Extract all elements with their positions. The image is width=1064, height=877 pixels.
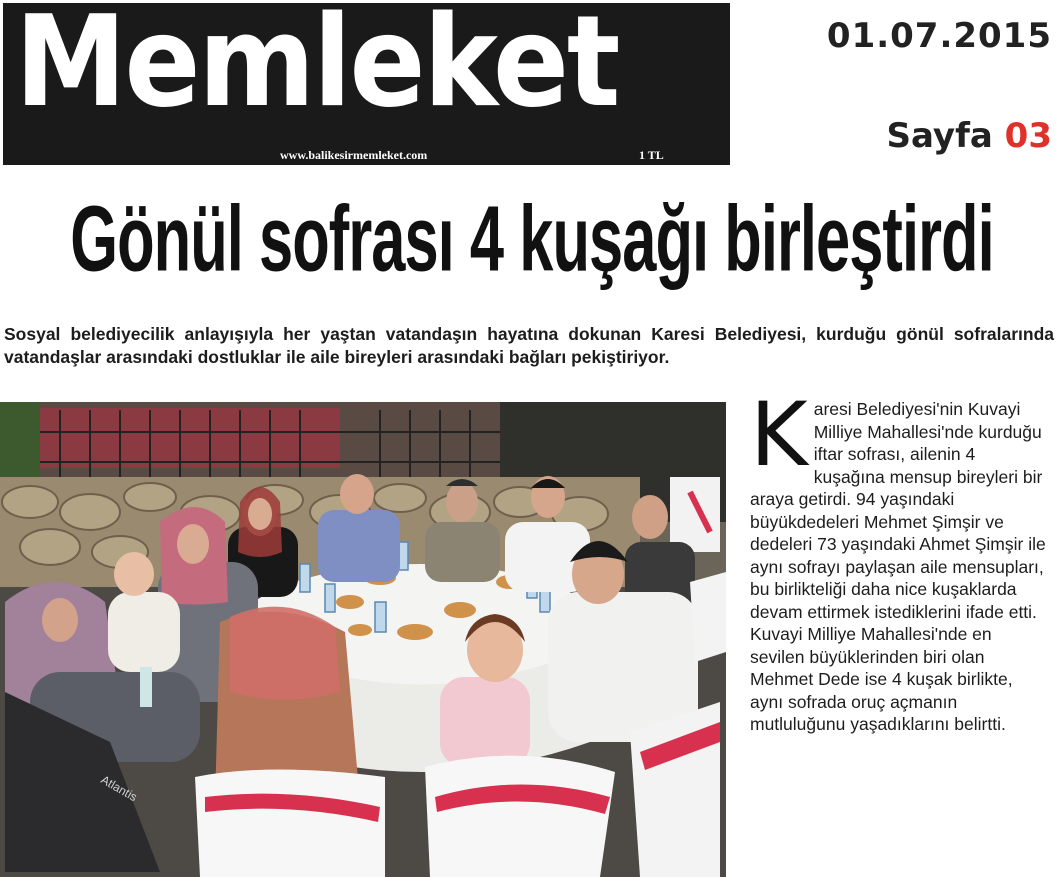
page-number: 03 [1004, 116, 1052, 156]
masthead [3, 3, 730, 165]
article-photo [0, 402, 726, 877]
lead-paragraph: Sosyal belediyecilik anlayışıyla her yaştan vatandaşın hayatına dokunan Karesi Belediyesi, kurduğu gönül sofralarında vatandaşlar arasındaki dostluklar ile aile bireyleri arasındaki bağları pekiştiriyor. [4, 324, 1054, 367]
newspaper-name: Memleket [15, 3, 619, 136]
headline: Gönül sofrası 4 kuşağı birleştirdi [70, 186, 994, 290]
website-url[interactable]: www.balikesirmemleket.com [280, 148, 428, 162]
article-text: aresi Belediyesi'nin Kuvayi Milliye Mahallesi'nde kurduğu iftar sofrası, ailenin 4 kuşağına mensup bireyleri bir araya getirdi. 94 yaşındaki büyükdedeleri Mehmet Şimşir ve dedeleri 73 yaşındaki Ahmet Şimşir ile aynı sofrayı paylaşan aile mensupları, bu birlikteliği daha nice kuşaklarda devam ettirmek istediklerini ifade etti. Kuvayi Milliye Mahallesi'nde en sevilen büyüklerinden biri olan Mehmet Dede ise 4 kuşak birlikte, aynı sofrada oruç açmanın mutluluğunu yaşadıklarını belirtti. [750, 399, 1046, 734]
price: 1 TL [639, 148, 664, 162]
issue-date: 01.07.2015 [826, 16, 1052, 56]
iftar-table-photo [0, 402, 726, 877]
page-label [887, 116, 1052, 156]
page-word: Sayfa [886, 116, 993, 156]
article-body [750, 383, 1050, 736]
stroller-brand: Atlantis [98, 772, 140, 805]
drop-cap: K [750, 383, 808, 486]
